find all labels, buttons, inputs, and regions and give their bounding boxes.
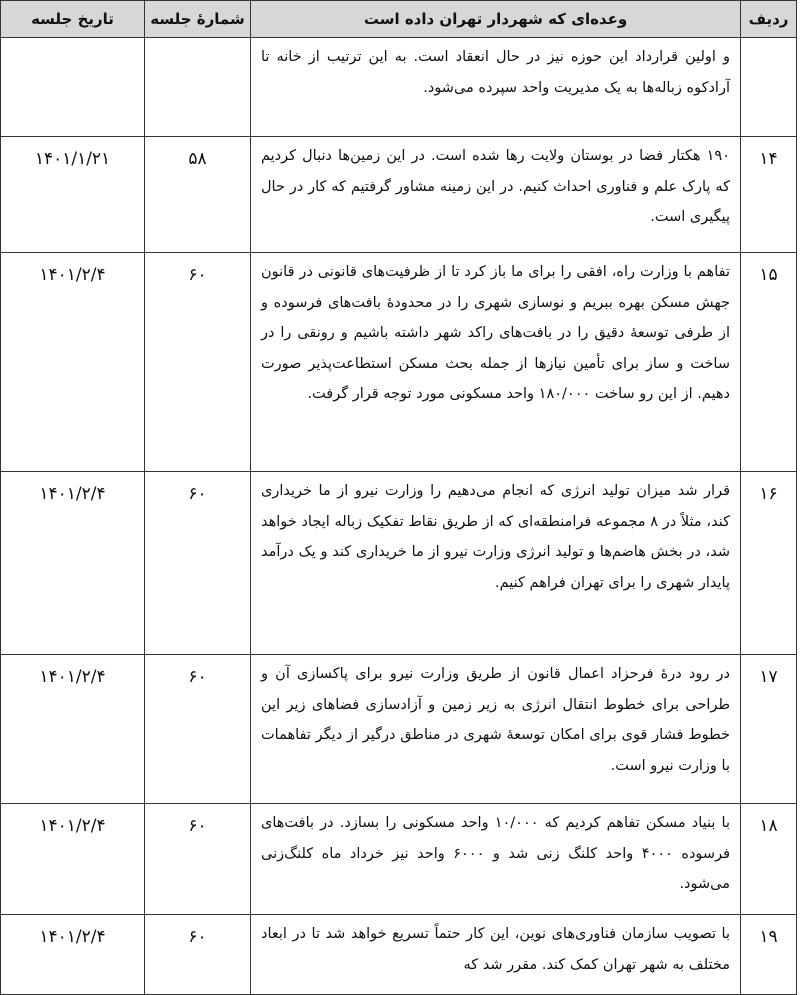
session-date-cell: ۱۴۰۱/۱/۲۱ [1,137,145,253]
promise-cell: در رود درۀ فرحزاد اعمال قانون از طریق وزارت نیرو برای پاکسازی آن و طراحی برای خطوط انتقال انرژی به زیر زمین و آزادسازی فضاهای زیر این خطوط فشار قوی برای امکان توسعۀ شهری در مناطق درگیر از دیگر تفاهمات با وزارت نیرو است. [251,655,741,804]
session-number-cell [145,38,251,137]
header-row-number: ردیف [741,1,797,38]
header-session-date: تاریخ جلسه [1,1,145,38]
session-number-cell: ۶۰ [145,472,251,655]
session-date-cell: ۱۴۰۱/۲/۴ [1,804,145,915]
table-row [1,253,797,472]
header-promise: وعده‌ای که شهردار تهران داده است [251,1,741,38]
promise-cell: با تصویب سازمان فناوری‌های نوین، این کار حتماً تسریع خواهد شد تا در ابعاد مختلف به شهر تهران کمک کند. مقرر شد که [251,915,741,995]
table-row [1,655,797,804]
session-number-cell: ۶۰ [145,804,251,915]
row-number-cell: ۱۸ [741,804,797,915]
table-row [1,804,797,915]
table-header-row [1,1,797,38]
row-number-cell: ۱۵ [741,253,797,472]
table-row [1,915,797,995]
row-number-cell: ۱۴ [741,137,797,253]
header-session-number: شمارۀ جلسه [145,1,251,38]
promise-cell: ۱۹۰ هکتار فضا در بوستان ولایت رها شده است. در این زمین‌ها دنبال کردیم که پارک علم و فناوری احداث کنیم. در این زمینه مشاور گرفتیم که کار در حال پیگیری است. [251,137,741,253]
row-number-cell: ۱۷ [741,655,797,804]
promise-cell: و اولین قرارداد این حوزه نیز در حال انعقاد است. به این ترتیب از خانه تا آرادکوه زباله‌ها به یک مدیریت واحد سپرده می‌شود. [251,38,741,137]
session-date-cell: ۱۴۰۱/۲/۴ [1,655,145,804]
session-number-cell: ۶۰ [145,253,251,472]
session-number-cell: ۶۰ [145,655,251,804]
row-number-cell: ۱۹ [741,915,797,995]
session-date-cell: ۱۴۰۱/۲/۴ [1,253,145,472]
table-row [1,472,797,655]
row-number-cell [741,38,797,137]
session-number-cell: ۵۸ [145,137,251,253]
session-date-cell: ۱۴۰۱/۲/۴ [1,472,145,655]
session-date-cell: ۱۴۰۱/۲/۴ [1,915,145,995]
session-number-cell: ۶۰ [145,915,251,995]
promise-cell: با بنیاد مسکن تفاهم کردیم که ۱۰/۰۰۰ واحد مسکونی را بسازد. در بافت‌های فرسوده ۴۰۰۰ واحد کلنگ زنی شد و ۶۰۰۰ واحد نیز خرداد ماه کلنگ‌زنی می‌شود. [251,804,741,915]
promise-cell: قرار شد میزان تولید انرژی که انجام می‌دهیم را وزارت نیرو از ما خریداری کند، مثلاً در ۸ مجموعه فرامنطقه‌ای که از طریق نقاط تفکیک زباله ایجاد خواهد شد، در بخش هاضم‌ها و تولید انرژی وزارت نیرو از ما خریداری کند و یک درآمد پایدار شهری را برای تهران فراهم کنیم. [251,472,741,655]
table-row [1,38,797,137]
promise-cell: تفاهم با وزارت راه، افقی را برای ما باز کرد تا از ظرفیت‌های قانونی در قانون جهش مسکن بهره ببریم و نوسازی شهری را در محدودۀ بافت‌های فرسوده و از طرفی توسعۀ دقیق را در بافت‌های راکد شهر داشته باشیم و رونقی را در ساخت و ساز برای تأمین نیازها از جمله بحث مسکن استطاعت‌پذیر صورت دهیم. از این رو ساخت ۱۸۰/۰۰۰ واحد مسکونی مورد توجه قرار گرفت. [251,253,741,472]
table-row [1,137,797,253]
session-date-cell [1,38,145,137]
row-number-cell: ۱۶ [741,472,797,655]
